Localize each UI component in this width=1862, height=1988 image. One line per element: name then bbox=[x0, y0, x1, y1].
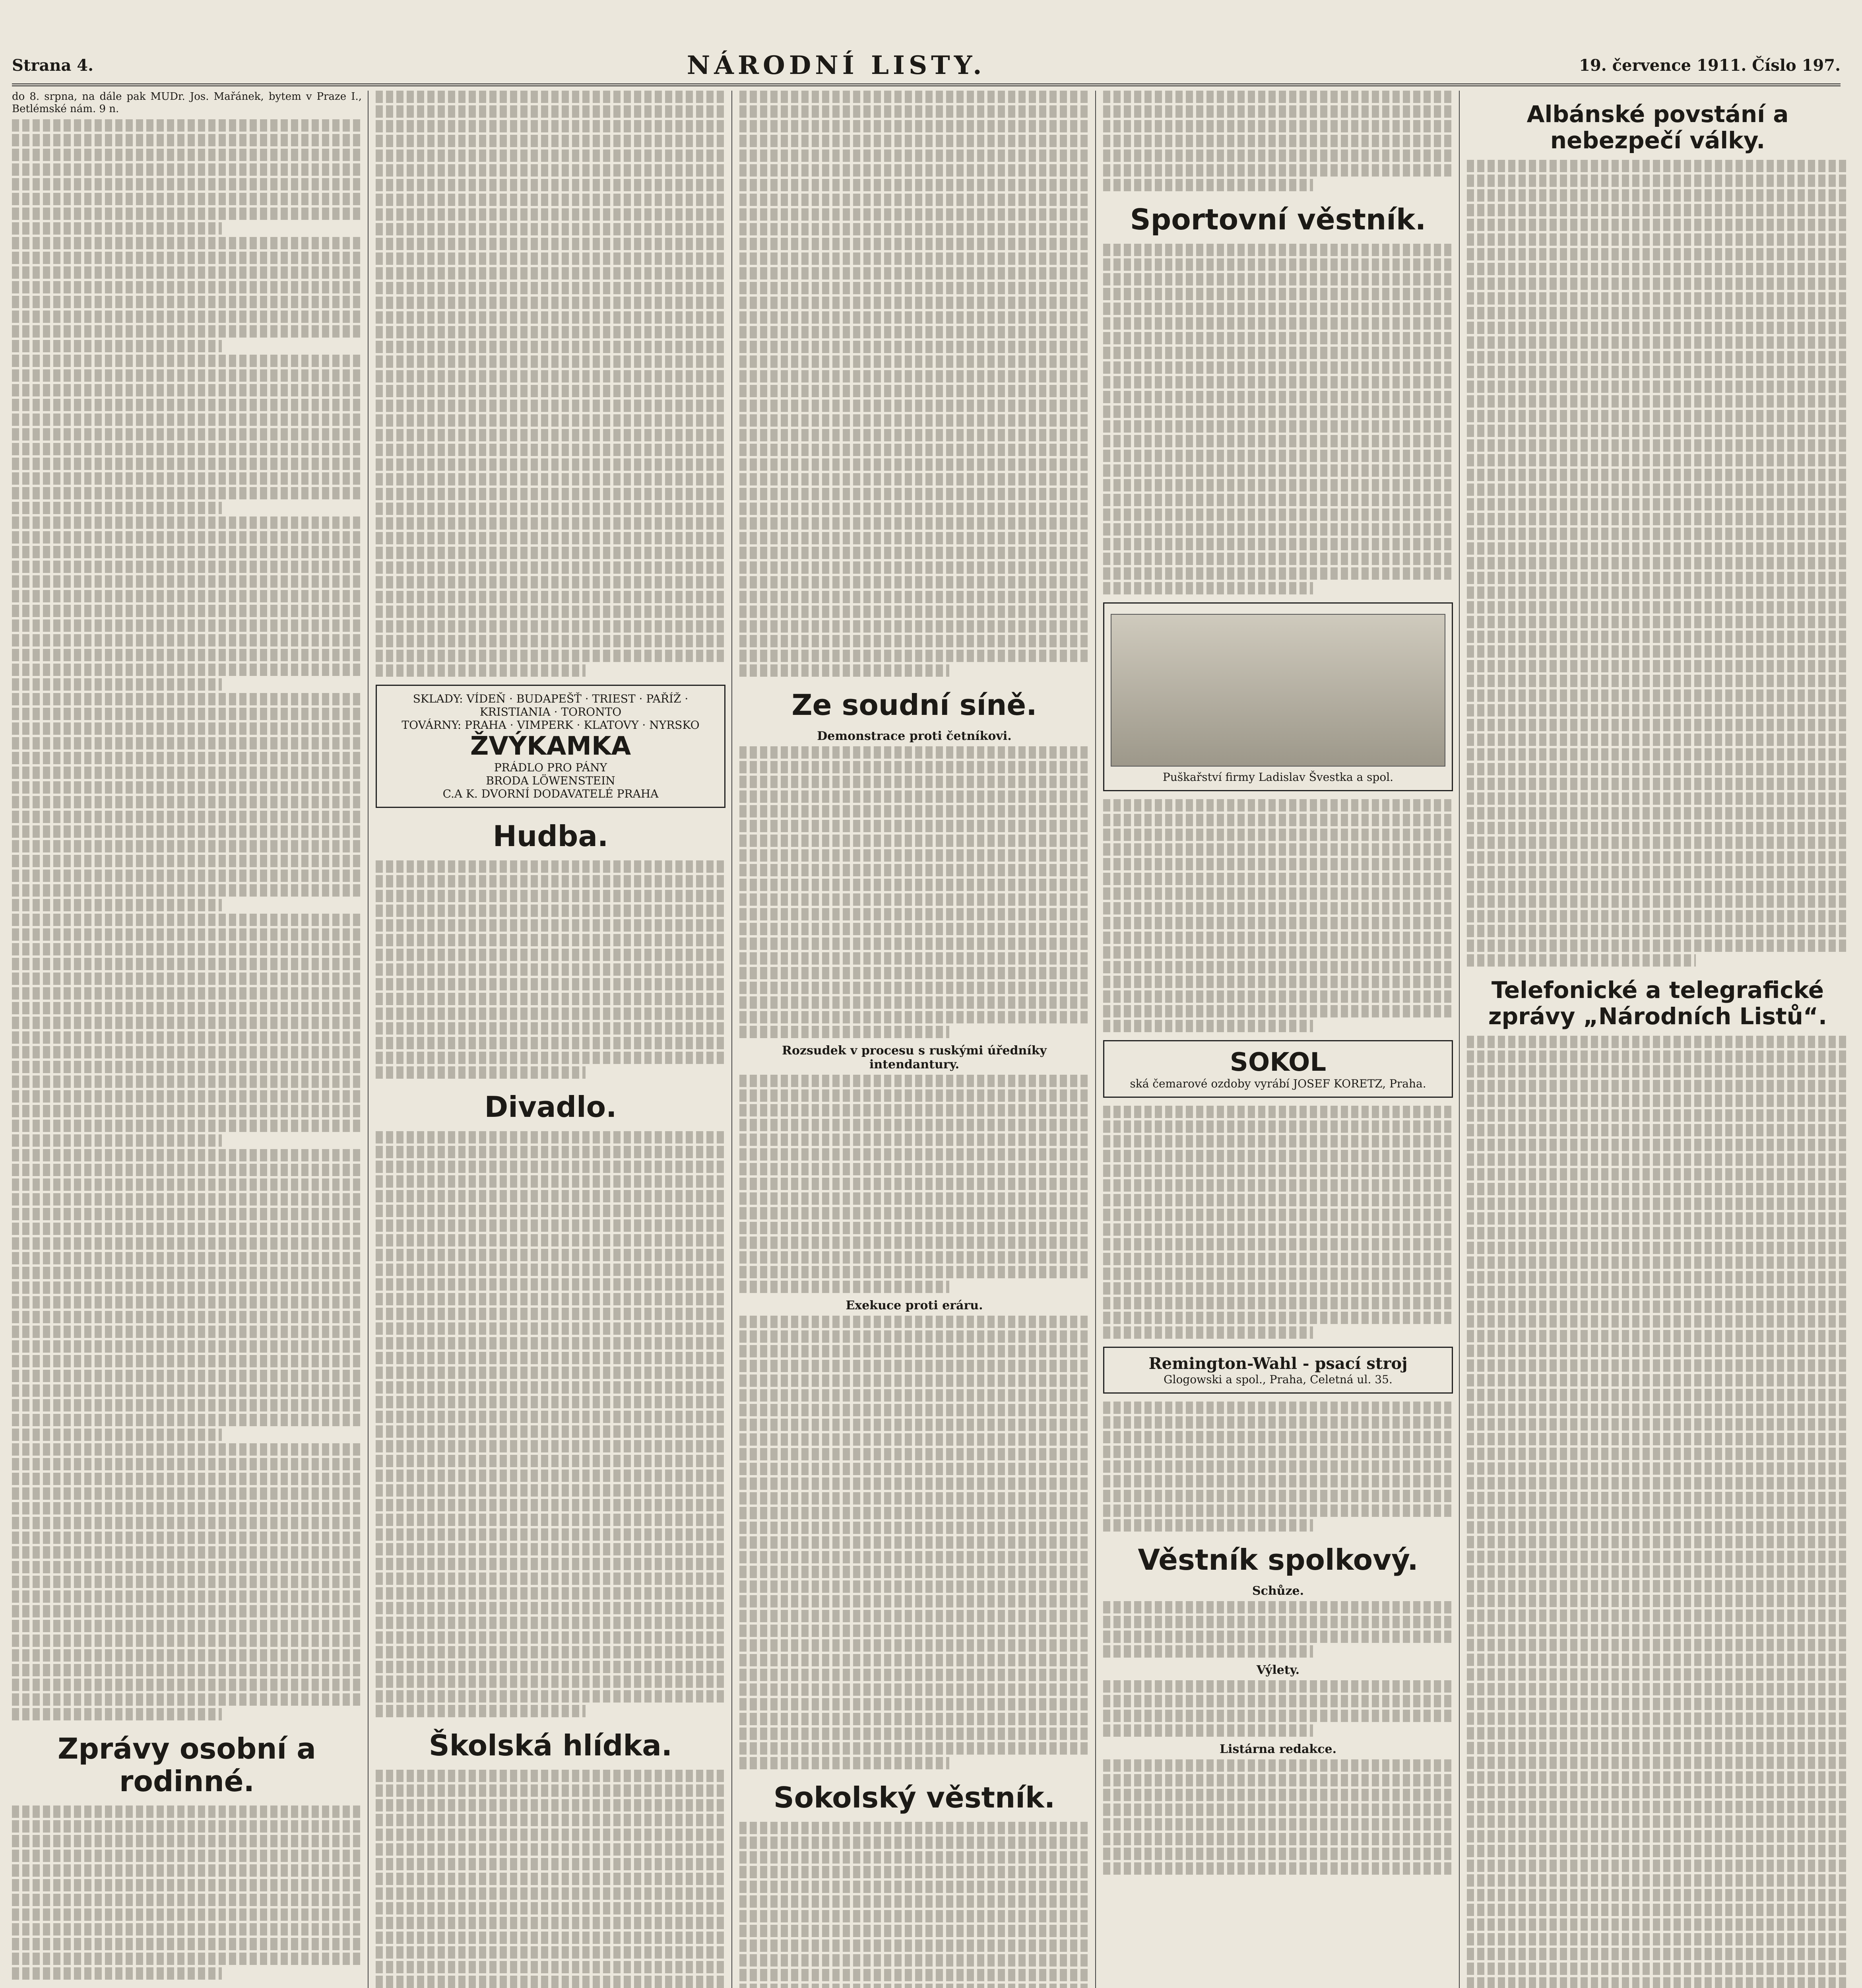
masthead bbox=[12, 47, 1841, 86]
heading-music: Hudba. bbox=[493, 819, 609, 853]
column-3 bbox=[739, 91, 1089, 1988]
column-rule bbox=[1459, 91, 1460, 1988]
heading-theatre: Divadlo. bbox=[484, 1090, 617, 1124]
heading-sport: Sportovní věstník. bbox=[1130, 203, 1426, 236]
ad-sub3: C.A K. DVORNÍ DODAVATELÉ PRAHA bbox=[442, 787, 659, 800]
subheading-editorial: Listárna redakce. bbox=[1219, 1742, 1337, 1756]
ad-sub2: BRODA LÖWENSTEIN bbox=[486, 774, 615, 787]
ad-warehouses: SKLADY: VÍDEŇ · BUDAPEŠŤ · TRIEST · PAŘÍŽ · KRISTIANIA · TORONTO bbox=[413, 692, 689, 718]
advertisement-gunsmith bbox=[1103, 602, 1453, 791]
ad-gunsmith-text: Puškařství firmy Ladislav Švestka a spol. bbox=[1162, 771, 1394, 784]
page-number: Strana 4. bbox=[12, 56, 94, 75]
ad-sokol-logo: SOKOL bbox=[1230, 1048, 1327, 1077]
issue-date: 19. července 1911. Číslo 197. bbox=[1579, 56, 1841, 75]
newspaper-title: NÁRODNÍ LISTY. bbox=[687, 50, 986, 80]
ad-sub1: PRÁDLO PRO PÁNY bbox=[494, 761, 607, 774]
ad-typewriter-title: Remington-Wahl - psací stroj bbox=[1148, 1354, 1408, 1373]
column-4 bbox=[1103, 91, 1453, 1988]
heading-associations: Věstník spolkový. bbox=[1138, 1543, 1418, 1576]
column-1-first-line: do 8. srpna, na dále pak MUDr. Jos. Mařánek, bytem v Praze I., Betlémské nám. 9 n. bbox=[12, 91, 362, 115]
ad-factories: TOVÁRNY: PRAHA · VIMPERK · KLATOVY · NYRSKO bbox=[401, 718, 700, 732]
advertisement-sokol bbox=[1103, 1040, 1453, 1098]
column-rule bbox=[368, 91, 369, 1988]
heading-albania: Albánské povstání a nebezpečí války. bbox=[1526, 101, 1789, 154]
heading-telephone-news: Telefonické a telegrafické zprávy „Národních Listů“. bbox=[1488, 977, 1827, 1030]
column-5 bbox=[1467, 91, 1848, 1988]
heading-personal-news: Zprávy osobní a rodinné. bbox=[58, 1732, 316, 1798]
subheading-court-2: Rozsudek v procesu s ruskými úředníky intendantury. bbox=[782, 1044, 1047, 1072]
ad-sokol-text: ská čemarové ozdoby vyrábí JOSEF KORETZ, Praha. bbox=[1130, 1077, 1426, 1090]
ad-brand: ŽVÝKAMKA bbox=[470, 732, 631, 761]
advertisement-lowenstein bbox=[376, 685, 725, 808]
column-1 bbox=[12, 91, 362, 1988]
heading-school: Školská hlídka. bbox=[429, 1729, 673, 1762]
subheading-meetings: Schůze. bbox=[1252, 1584, 1304, 1598]
column-2 bbox=[376, 91, 725, 1988]
column-rule bbox=[731, 91, 732, 1988]
subheading-court-3: Exekuce proti eráru. bbox=[846, 1299, 983, 1312]
heading-court: Ze soudní síně. bbox=[791, 688, 1037, 722]
shotgun-illustration bbox=[1111, 614, 1445, 767]
column-rule bbox=[1095, 91, 1096, 1988]
advertisement-typewriter bbox=[1103, 1347, 1453, 1394]
subheading-trips: Výlety. bbox=[1256, 1663, 1300, 1677]
heading-sokol: Sokolský věstník. bbox=[773, 1781, 1055, 1814]
subheading-court-1: Demonstrace proti četníkovi. bbox=[817, 729, 1012, 743]
ad-typewriter-vendor: Glogowski a spol., Praha, Celetná ul. 35. bbox=[1164, 1373, 1393, 1386]
